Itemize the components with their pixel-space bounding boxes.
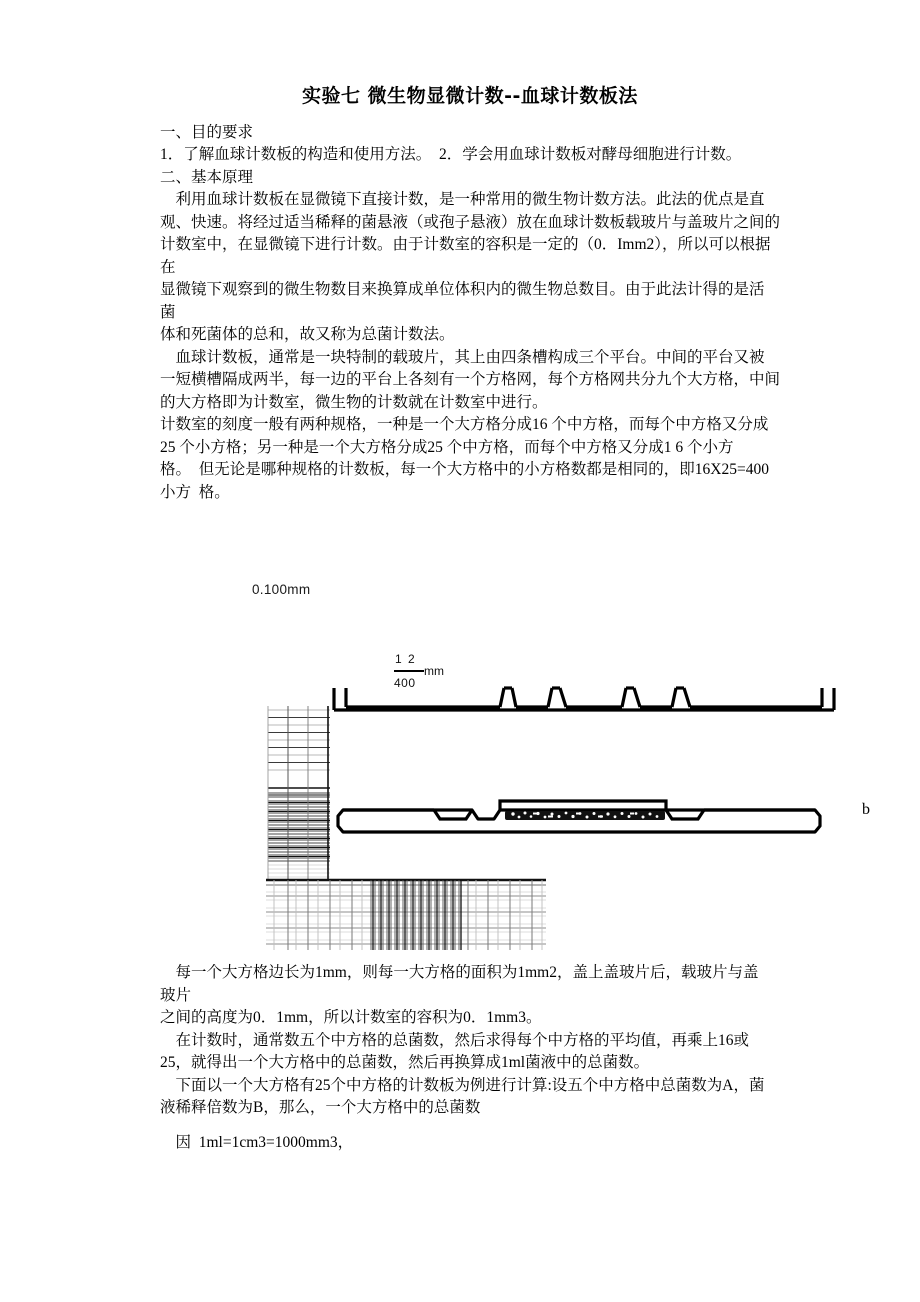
principles-line-8: 的大方格即为计数室，微生物的计数就在计数室中进行。 — [160, 393, 548, 411]
hemocytometer-diagram-svg — [0, 520, 920, 950]
lower-line-3: 在计数时，通常数五个中方格的总菌数，然后求得每个中方格的平均值，再乘上16或 — [160, 1031, 750, 1049]
sample-stipple — [505, 811, 665, 820]
section-objectives — [160, 122, 780, 167]
section-heading-principles: 二、基本原理 — [160, 168, 254, 186]
principles-line-7: 一短横槽隔成两半，每一边的平台上各刻有一个方格网，每个方格网共分九个大方格，中间 — [160, 371, 781, 389]
principles-line-9: 计数室的刻度一般有两种规格，一种是一个大方格分成16 个中方格，而每个中方格又分成 — [160, 416, 769, 434]
counting-grid — [266, 880, 546, 950]
lower-line-6: 液稀释倍数为B，那么，一个大方格中的总菌数 — [160, 1099, 481, 1116]
document-body-upper — [160, 0, 780, 504]
figure-depth-label: 0.100mm — [252, 582, 311, 597]
fraction-numerator: 1 2 — [395, 652, 417, 666]
lower-line-7: 因 1ml=1cm3=1000mm3， — [160, 1133, 354, 1151]
title-spacer — [160, 110, 780, 122]
page-title: 实验七 微生物显微计数--血球计数板法 — [302, 85, 638, 107]
principles-line-2: 观、快速。将经过适当稀释的菌悬液（或孢子悬液）放在血球计数板载玻片与盖玻片之间的 — [160, 213, 781, 231]
section-heading-objectives: 一、目的要求 — [160, 123, 254, 141]
lower-line-1: 每一个大方格边长为1mm，则每一大方格的面积为1mm2，盖上盖玻片后，载玻片与盖 玻片 — [160, 964, 767, 1004]
lower-spacer — [160, 1120, 780, 1132]
principles-line-1: 利用血球计数板在显微镜下直接计数，是一种常用的微生物计数方法。此法的优点是直 — [160, 191, 765, 209]
principles-line-12: 小方 格。 — [160, 483, 230, 501]
objectives-line-1: 1．了解血球计数板的构造和使用方法。 2．学会用血球计数板对酵母细胞进行计数。 — [160, 146, 742, 164]
fraction-unit: mm — [424, 664, 444, 678]
principles-line-5: 体和死菌体的总和，故又称为总菌计数法。 — [160, 326, 455, 344]
section-principles — [160, 167, 780, 505]
principles-line-11: 格。 但无论是哪种规格的计数板，每一个大方格中的小方格数都是相同的，即16X25=400 — [160, 461, 769, 479]
principles-line-3: 计数室中，在显微镜下进行计数。由于计数室的容积是一定的（0．Imm2），所以可以根据 在 — [160, 236, 779, 276]
principles-line-10: 25 个小方格；另一种是一个大方格分成25 个中方格，而每个中方格又分成1 6 个小方 — [160, 438, 734, 456]
left-ruling-group — [268, 706, 330, 880]
fraction-denominator: 400 — [394, 676, 416, 690]
slide-profile-top — [334, 688, 834, 710]
lower-line-5: 下面以一个大方格有25个中方格的计数板为例进行计算:设五个中方格中总菌数为A，菌 — [160, 1076, 765, 1094]
hemocytometer-figure — [0, 520, 920, 950]
principles-line-6: 血球计数板，通常是一块特制的载玻片，其上由四条槽构成三个平台。中间的平台又被 — [160, 348, 765, 366]
lower-line-2: 之间的高度为0．1mm，所以计数室的容积为0．1mm3。 — [160, 1009, 542, 1026]
document-body-lower — [160, 962, 780, 1154]
figure-view-label-b: b — [862, 801, 870, 818]
principles-line-4: 显微镜下观察到的微生物数目来换算成单位体积内的微生物总数目。由于此法计得的是活 菌 — [160, 281, 773, 321]
lower-line-4: 25，就得出一个大方格中的总菌数，然后再换算成1ml菌液中的总菌数。 — [160, 1054, 650, 1071]
